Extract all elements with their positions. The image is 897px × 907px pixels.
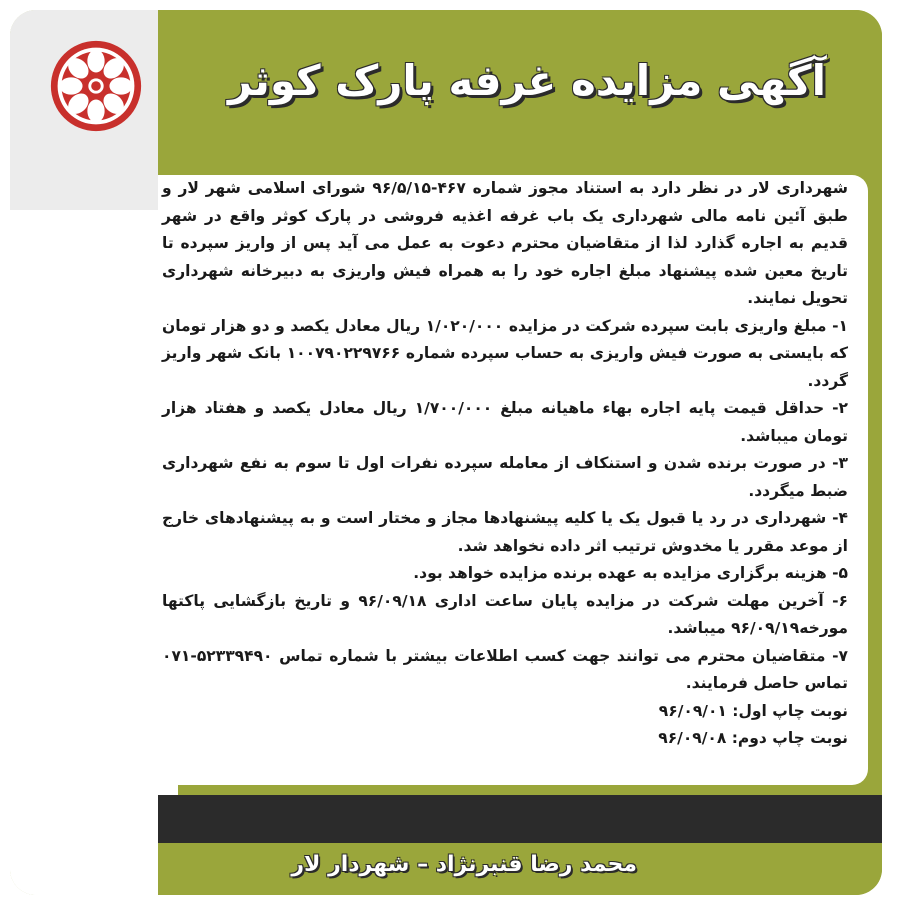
clause-3: ۳- در صورت برنده شدن و استنکاف از معامله سپرده نفرات اول تا سوم به نفع شهرداری ضبط میگردد. (162, 454, 848, 500)
clause-6: ۶- آخرین مهلت شرکت در مزایده پایان ساعت اداری ۹۶/۰۹/۱۸ و تاریخ بازگشایی پاکتها مورخه۹۶/۰۹/۱۹ میباشد. (162, 591, 848, 637)
clause-4: ۴- شهرداری در رد یا قبول یک یا کلیه پیشنهادها مجاز و مختار است و به پیشنهادهای خارج از موعد مقرر یا مخدوش ترتیب اثر داده نخواهد شد. (162, 509, 848, 555)
dark-band (158, 795, 882, 843)
first-print-date: نوبت چاپ اول: ۹۶/۰۹/۰۱ (658, 701, 848, 720)
clause-1: ۱- مبلغ واریزی بابت سپرده شرکت در مزایده ۱/۰۲۰/۰۰۰ ریال معادل یکصد و دو هزار تومان که بایستی به صورت فیش واریزی به حساب سپرده شماره ۱۰۰۷۹۰۲۲۹۷۶۶ بانک شهر واریز گردد. (162, 316, 849, 390)
signature: محمد رضا قنبرنژاد – شهردار لار (291, 852, 637, 877)
clause-7: ۷- متقاضیان محترم می توانند جهت کسب اطلاعات بیشتر با شماره تماس ۵۲۳۳۹۴۹۰-۰۷۱ تماس حاصل فرمایند. (162, 646, 848, 692)
clause-2: ۲- حداقل قیمت پایه اجاره بهاء ماهیانه مبلغ ۱/۷۰۰/۰۰۰ ریال معادل یکصد و هفتاد هزار تومان میباشد. (162, 399, 848, 445)
municipality-flower-logo-icon (48, 38, 144, 134)
footer-band (158, 843, 882, 895)
intro-paragraph: شهرداری لار در نظر دارد به استناد مجوز شماره ۴۶۷-۹۶/۵/۱۵ شورای اسلامی شهر لار و طبق آئین نامه مالی شهرداری یک باب غرفه اغذیه فروشی در پارک کوثر واقع در شهر قدیم به اجاره گذارد لذا از متقاضیان محترم دعوت به عمل می آید پس از واریز سپرده تا تاریخ معین شده پیشنهاد مبلغ اجاره خود را به همراه فیش واریزی به دبیرخانه شهرداری تحویل نمایند. (162, 179, 848, 307)
clause-5: ۵- هزینه برگزاری مزایده به عهده برنده مزایده خواهد بود. (413, 564, 848, 582)
left-strip (10, 10, 158, 895)
lower-left-blank (10, 795, 158, 895)
ad-text (162, 175, 848, 753)
ad-title: آگهی مزایده غرفه پارک کوثر (227, 56, 826, 105)
second-print-date: نوبت چاپ دوم: ۹۶/۰۹/۰۸ (658, 729, 848, 747)
header-band (158, 10, 882, 175)
